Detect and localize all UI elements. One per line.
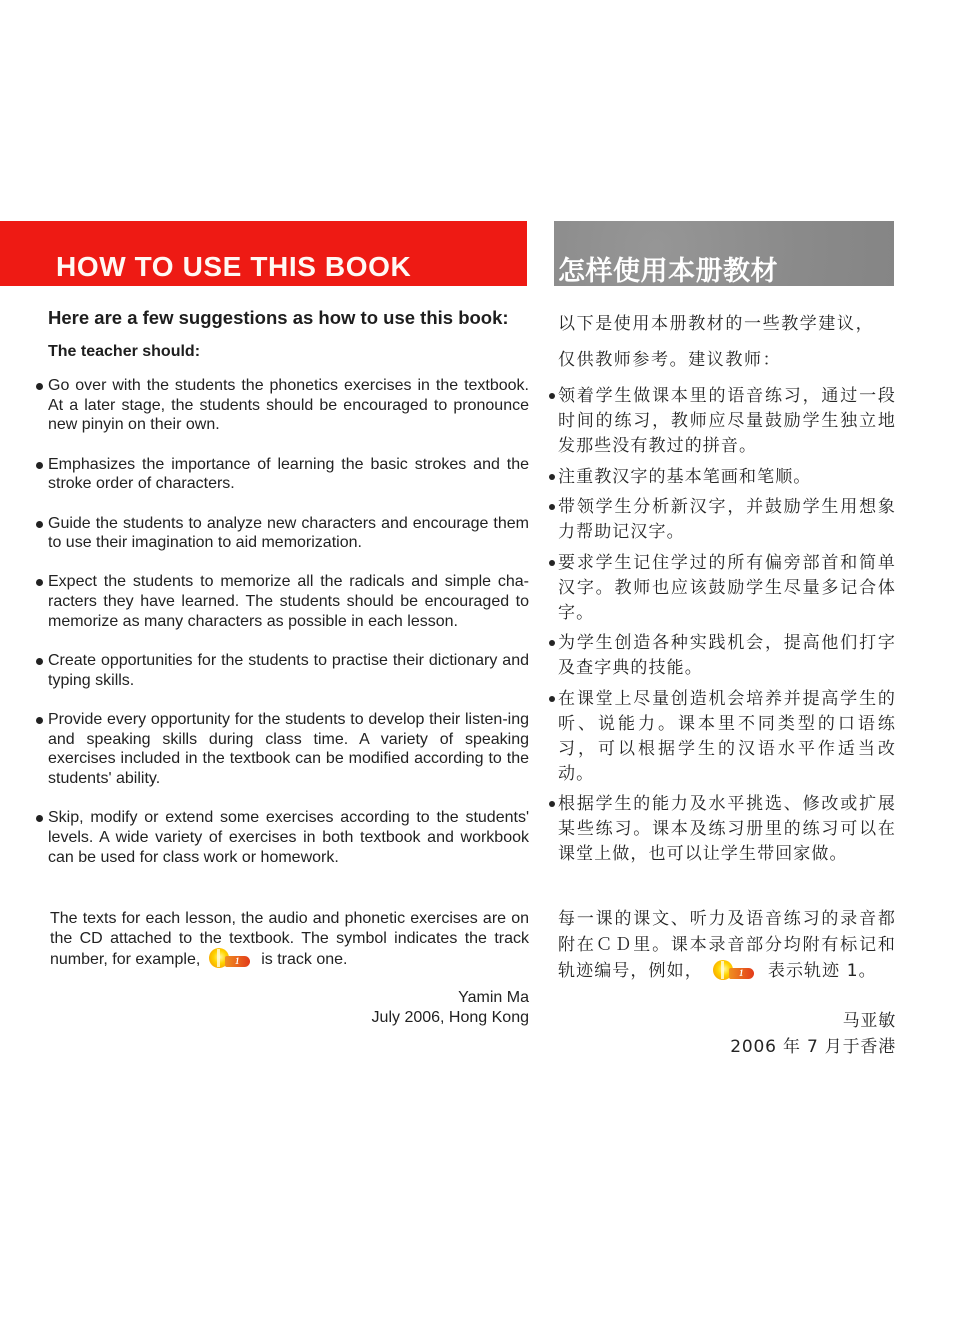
list-item <box>48 651 529 690</box>
list-item-text: 在课堂上尽量创造机会培养并提高学生的听、说能力。课本里不同类型的口语练习，可以根据学生的汉语水平作适当改动。 <box>558 688 896 784</box>
bullet-icon <box>549 696 555 702</box>
list-item-text: 为学生创造各种实践机会，提高他们打字及查字典的技能。 <box>558 633 896 678</box>
list-item-text: 领着学生做课本里的语音练习，通过一段时间的练习，教师应尽量鼓励学生独立地发那些没有教过的拼音。 <box>558 386 896 456</box>
bullet-icon <box>549 474 555 480</box>
cd-note-text-end: is track one. <box>261 951 348 969</box>
bullet-icon <box>549 801 555 807</box>
list-item <box>48 710 529 789</box>
list-item-text: Go over with the students the phonetics exercises in the textbook. At a later stage, the students should be encouraged to pronounce new pinyin on their own. <box>48 377 529 434</box>
chinese-lead-line2: 仅供教师参考。建议教师： <box>558 350 782 370</box>
list-item <box>558 687 896 787</box>
author-name: Yamin Ma <box>458 989 529 1006</box>
english-cd-note <box>50 909 529 970</box>
english-signature <box>372 988 529 1027</box>
chinese-lead <box>558 306 896 378</box>
author-name: 马亚敏 <box>842 1011 896 1031</box>
list-item-text: Expect the students to memorize all the radicals and simple cha-racters they have learned. The students should be encouraged to memorize as many characters as possible in each lesson. <box>48 573 529 630</box>
date-place: July 2006, Hong Kong <box>371 1008 529 1026</box>
cd-track-icon <box>209 948 251 968</box>
english-subheading: The teacher should: <box>48 343 201 360</box>
list-item <box>558 384 896 459</box>
list-item-text: Provide every opportunity for the students to develop their listen-ing and speaking skills during class time. A variety of speaking exercises included in the textbook can be modified according to the students' ability. <box>48 710 529 788</box>
bullet-icon <box>549 640 555 646</box>
list-item-text: 根据学生的能力及水平挑选、修改或扩展某些练习。课本及练习册里的练习可以在课堂上做，也可以让学生带回家做。 <box>558 794 896 864</box>
cd-note-text: 每一课的课文、听力及语音练习的录音都附在ＣＤ里。课本录音部分均附有标记和轨迹编号，例如， <box>558 909 896 981</box>
list-item <box>558 495 896 545</box>
chinese-column <box>558 306 896 1057</box>
english-lead: Here are a few suggestions as how to use this book: <box>48 307 509 328</box>
bullet-icon <box>36 815 43 822</box>
list-item <box>558 465 896 490</box>
english-suggestion-list <box>48 376 529 867</box>
list-item <box>48 572 529 631</box>
list-item-text: Skip, modify or extend some exercises according to the students' levels. A wide variety of exercises in both textbook and workbook can be used for class work or homework. <box>48 809 529 866</box>
chinese-banner-title: 怎样使用本册教材 <box>558 256 778 287</box>
bullet-icon <box>36 383 43 390</box>
list-item-text: Create opportunities for the students to practise their dictionary and typing skills. <box>48 652 529 689</box>
cd-track-icon <box>713 960 755 980</box>
date-place: 2006 年 7 月于香港 <box>730 1037 896 1057</box>
list-item <box>48 808 529 867</box>
list-item-text: 带领学生分析新汉字，并鼓励学生用想象力帮助记汉字。 <box>558 497 896 542</box>
list-item-text: 注重教汉字的基本笔画和笔顺。 <box>558 466 812 487</box>
bullet-icon <box>36 717 43 724</box>
bullet-icon <box>36 521 43 528</box>
list-item-text: 要求学生记住学过的所有偏旁部首和简单汉字。教师也应该鼓励学生尽量多记合体字。 <box>558 552 896 623</box>
cd-note-text: The texts for each lesson, the audio and phonetic exercises are on the CD attached to the textbook. The symbol indicates the track number, for example, <box>50 910 529 969</box>
english-banner-title: HOW TO USE THIS BOOK <box>56 251 412 282</box>
list-item <box>558 631 896 681</box>
bullet-icon <box>36 579 43 586</box>
list-item <box>48 376 529 435</box>
cd-note-text-end: 表示轨迹 1。 <box>767 961 877 981</box>
bullet-icon <box>36 462 43 469</box>
track-number-tag: 1 <box>225 956 250 967</box>
bullet-icon <box>549 504 555 510</box>
track-number-tag: 1 <box>729 968 754 979</box>
list-item-text: Guide the students to analyze new characters and encourage them to use their imagination to aid memorization. <box>48 514 529 552</box>
english-title-banner <box>0 221 527 286</box>
chinese-lead-line1: 以下是使用本册教材的一些教学建议， <box>558 314 875 334</box>
chinese-suggestion-list <box>558 384 896 867</box>
chinese-title-banner <box>554 221 894 286</box>
bullet-icon <box>36 658 43 665</box>
bullet-icon <box>549 393 555 399</box>
list-item <box>48 514 529 553</box>
list-item <box>48 455 529 494</box>
bullet-icon <box>549 560 555 566</box>
chinese-signature <box>730 1008 896 1060</box>
chinese-cd-note <box>558 906 896 984</box>
list-item <box>558 792 896 867</box>
list-item <box>558 551 896 626</box>
list-item-text: Emphasizes the importance of learning the basic strokes and the stroke order of characters. <box>48 455 529 493</box>
english-column <box>48 306 529 1026</box>
